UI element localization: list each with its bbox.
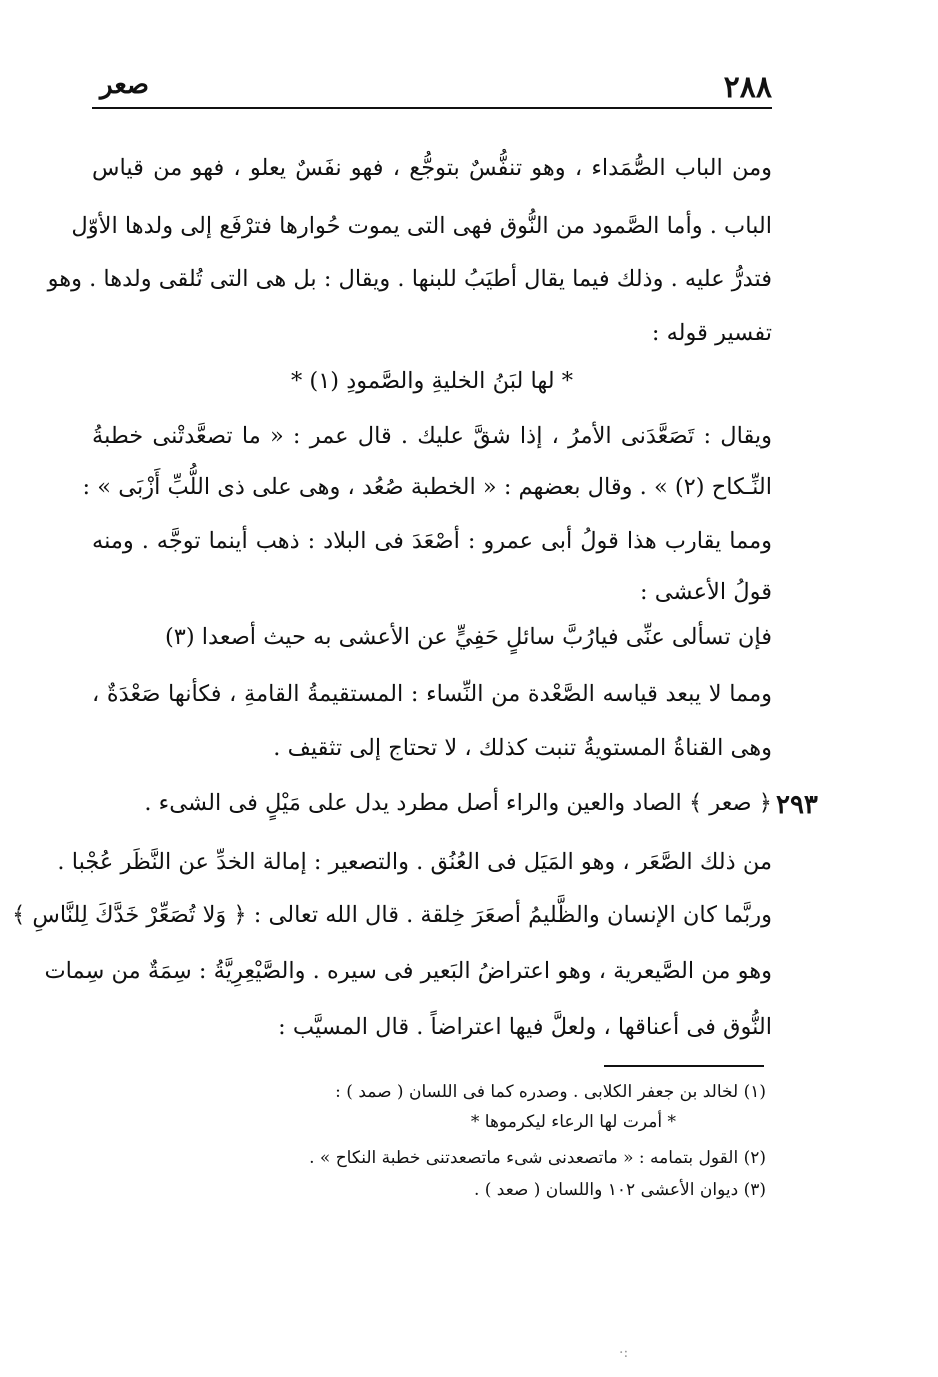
footnote-rule bbox=[604, 1065, 764, 1067]
text-line: النِّـكاح (٢) » . وقال بعضهم : « الخطبة صُعُد ، وهى على ذى اللُّبِّ أَزْبَى » : bbox=[82, 474, 772, 500]
running-head-entry-word: صعر bbox=[100, 70, 149, 100]
page-number: ٢٨٨ bbox=[723, 70, 772, 105]
verse-line: * لها لبَنُ الخليةِ والصَّمودِ (١) * bbox=[291, 368, 573, 394]
text-line: وهى القناةُ المستويةُ تنبت كذلك ، لا تحتاج إلى تثقيف . bbox=[273, 735, 772, 761]
text-line: وربَّما كان الإنسان والظَّليمُ أصعَرَ خِلقة . قال الله تعالى : ﴿ وَلا تُصَعِّرْ خَدَّكَ لِلنَّاسِ ﴾ bbox=[12, 902, 772, 928]
text-line: وهو من الصَّيعرية ، وهو اعتراضُ البَعير فى سيره . والصَّيْعِرِيَّةُ : سِمَةٌ من سِمات bbox=[44, 958, 772, 984]
entry-heading: ﴿ صعر ﴾ الصاد والعين والراء أصل مطرد يدل على مَيْلٍ فى الشىء . bbox=[144, 790, 772, 816]
text-line: فتدرُّ عليه . وذلك فيما يقال أطيَبُ للبنها . ويقال : بل هى التى تُلقى ولدها . وهو bbox=[47, 266, 772, 292]
text-line: ومما يقارب هذا قولُ أبى عمرو : أصْعَدَ فى البلاد : ذهب أينما توجَّه . ومنه bbox=[92, 528, 772, 554]
text-line: قولُ الأعشى : bbox=[640, 579, 772, 605]
text-line: ومن الباب الصُّمَداء ، وهو تنفُّسٌ بتوجُّع ، فهو نفَسٌ يعلو ، فهو من قياس bbox=[92, 155, 772, 181]
entry-number: ٢٩٣ bbox=[776, 790, 818, 820]
footnote-verse: * أمرت لها الرعاء ليكرموها * bbox=[470, 1112, 676, 1132]
text-line: ومما لا يبعد قياسه الصَّعْدة من النِّساء : المستقيمةُ القامةِ ، فكأنها صَعْدَةٌ ، bbox=[92, 681, 772, 707]
header-rule bbox=[92, 107, 772, 109]
text-line: تفسير قوله : bbox=[651, 320, 772, 346]
footnote: (٣) ديوان الأعشى ١٠٢ واللسان ( صعد ) . bbox=[473, 1180, 766, 1200]
text-line: النُّوق فى أعناقها ، ولعلَّ فيها اعتراضاً . قال المسيَّب : bbox=[278, 1014, 772, 1040]
verse-line: فإن تسألى عنِّى فيارُبَّ سائلٍ حَفِيٍّ عن الأعشى به حيث أصعدا (٣) bbox=[164, 624, 772, 650]
footnote: (٢) القول بتمامه : « ماتصعدنى شىء ماتصعدتنى خطبة النكاح » . bbox=[309, 1148, 766, 1168]
text-line: الباب . وأما الصَّمود من النُّوق فهى التى يموت حُوارها فترْفَع إلى ولدها الأوّل bbox=[71, 213, 772, 239]
text-line: ويقال : تَصَعَّدَنى الأمرُ ، إذا شقَّ عليك . قال عمر : « ما تصعَّدتْنى خطبةُ bbox=[92, 423, 772, 449]
print-smudge: ·: bbox=[619, 1345, 629, 1361]
text-line: من ذلك الصَّعَر ، وهو المَيَل فى العُنُق . والتصعير : إمالة الخدِّ عن النَّظَر عُجْبا . bbox=[57, 849, 772, 875]
footnote: (١) لخالد بن جعفر الكلابى . وصدره كما فى اللسان ( صمد ) : bbox=[335, 1082, 766, 1102]
